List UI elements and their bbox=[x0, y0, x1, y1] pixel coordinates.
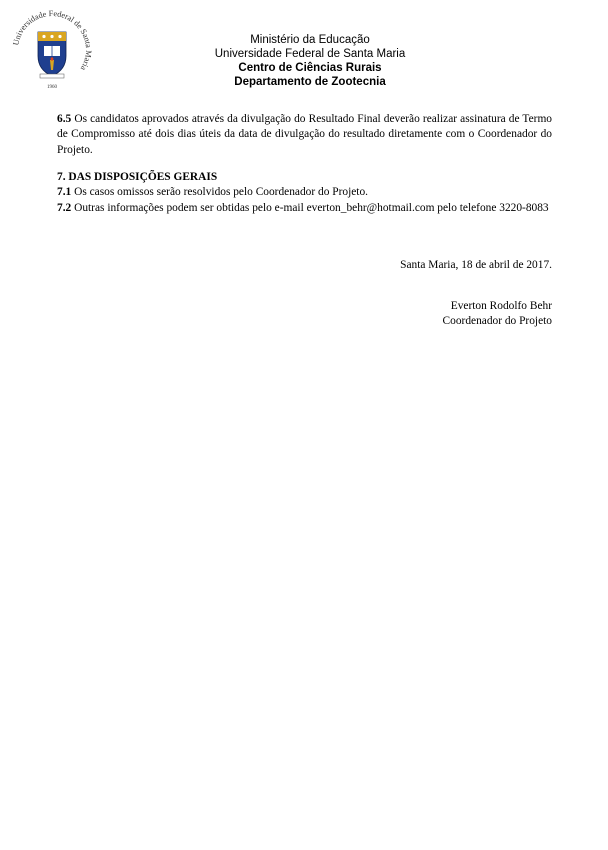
department-line: Departamento de Zootecnia bbox=[234, 76, 386, 88]
item-number: 7.1 bbox=[57, 186, 72, 199]
item-number: 7.2 bbox=[57, 201, 72, 214]
item-7-2-paragraph bbox=[57, 201, 552, 216]
section-title: 7. DAS DISPOSIÇÕES GERAIS bbox=[57, 171, 218, 183]
item-text: Outras informações podem ser obtidas pelo e-mail everton_behr@hotmail.com pelo telefone 3220-8083 bbox=[71, 201, 549, 214]
date-line: Santa Maria, 18 de abril de 2017. bbox=[400, 259, 552, 271]
item-6-5-paragraph bbox=[57, 112, 552, 158]
svg-text:Universidade Federal de Santa: Universidade Federal de Santa Maria bbox=[11, 8, 94, 73]
svg-text:1960: 1960 bbox=[47, 85, 57, 90]
item-text: Os casos omissos serão resolvidos pelo Coordenador do Projeto. bbox=[71, 186, 369, 199]
item-7-1-paragraph bbox=[57, 185, 552, 200]
university-seal-logo bbox=[10, 8, 94, 92]
center-line: Centro de Ciências Rurais bbox=[238, 62, 382, 74]
signatory-role: Coordenador do Projeto bbox=[442, 315, 552, 328]
ministry-line: Ministério da Educação bbox=[250, 34, 370, 46]
item-number: 6.5 bbox=[57, 113, 72, 125]
item-text: Os candidatos aprovados através da divulgação do Resultado Final deverão realizar assinatura de Termo de Compromisso até dois dias úteis da data de divulgação do resultado diretamente com o Coordenador do Projeto. bbox=[57, 113, 552, 156]
document-header bbox=[120, 33, 500, 89]
section-7 bbox=[57, 170, 552, 216]
signature-block bbox=[443, 299, 552, 330]
university-line: Universidade Federal de Santa Maria bbox=[214, 48, 406, 60]
signatory-name: Everton Rodolfo Behr bbox=[450, 300, 552, 312]
